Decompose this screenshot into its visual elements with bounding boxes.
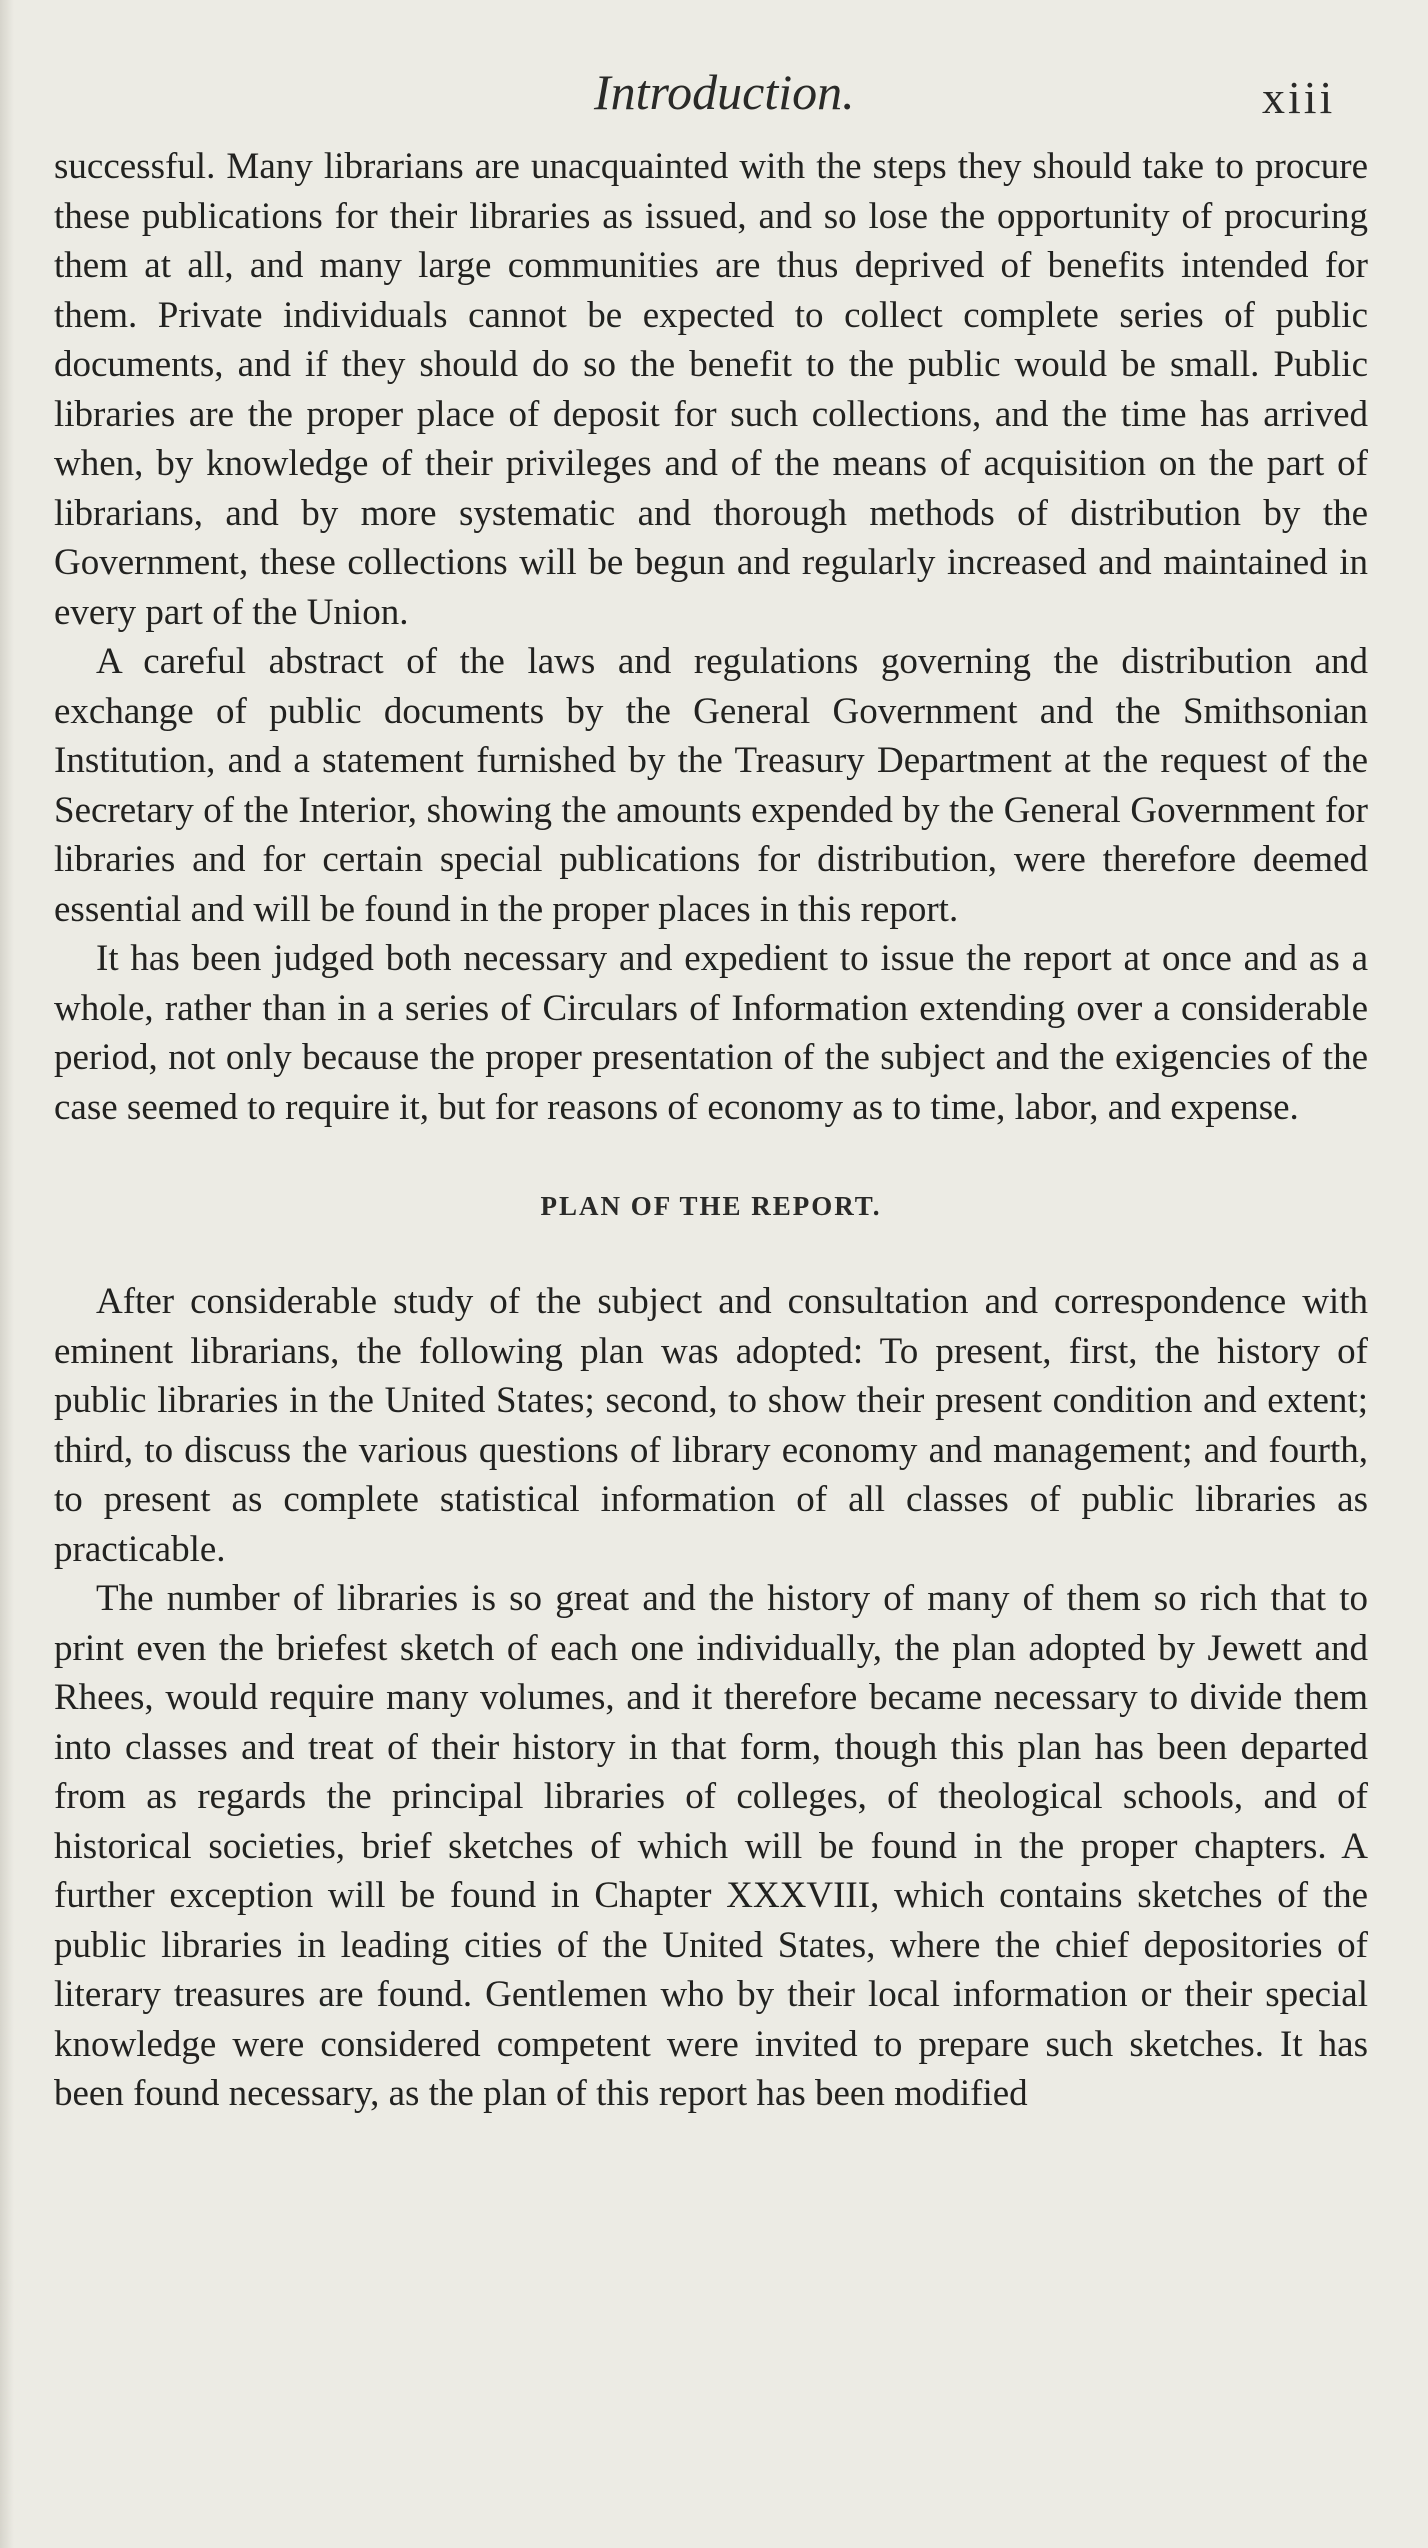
paragraph-abstract-of-laws: A careful abstract of the laws and regulations governing the distribution and exchange of public documents by the General Government and the Smithsonian Institution, and a statement furnished by the Treasury Department at the request of the Secretary of the Interior, showing the amounts expended by the General Government for libraries and for certain special publications for distribution, were therefore deemed essential and will be found in the proper places in this report. xyxy=(54,641,1368,930)
page-number: xiii xyxy=(1262,72,1336,123)
body-text xyxy=(54,142,1368,2119)
paragraph-issue-as-whole: It has been judged both necessary and expedient to issue the report at once and as a whole, rather than in a series of Circulars of Information extending over a considerable period, not only because the proper presentation of the subject and the exigencies of the case seemed to require it, but for reasons of economy as to time, labor, and expense. xyxy=(54,938,1368,1128)
running-head xyxy=(0,62,1428,132)
running-title: Introduction. xyxy=(594,64,855,120)
paragraph-plan-adopted: After considerable study of the subject and consultation and correspondence with eminent librarians, the following plan was adopted: To present, first, the history of public libraries in the United States; second, to show their present condition and extent; third, to discuss the various questions of library economy and management; and fourth, to present as complete statistical information of all classes of public libraries as practicable. xyxy=(54,1281,1368,1570)
section-heading: PLAN OF THE REPORT. xyxy=(540,1191,882,1221)
paragraph-number-of-libraries: The number of libraries is so great and the history of many of them so rich that to print even the briefest sketch of each one individually, the plan adopted by Jewett and Rhees, would require many volumes, and it therefore became necessary to divide them into classes and treat of their history in that form, though this plan has been departed from as regards the principal libraries of colleges, of theological schools, and of historical societies, brief sketches of which will be found in the proper chapters. A further exception will be found in Chapter XXXVIII, which contains sketches of the public libraries in leading cities of the United States, where the chief depositories of literary treasures are found. Gentlemen who by their local information or their special knowledge were considered competent were invited to prepare such sketches. It has been found necessary, as the plan of this report has been modified xyxy=(54,1578,1368,2114)
page-gutter-shadow xyxy=(0,0,14,2548)
paragraph-continued: successful. Many librarians are unacquainted with the steps they should take to procure these publications for their libraries as issued, and so lose the opportunity of procuring them at all, and many large communities are thus deprived of benefits intended for them. Private individuals cannot be expected to collect complete series of public documents, and if they should do so the benefit to the public would be small. Public libraries are the proper place of deposit for such collections, and the time has arrived when, by knowledge of their privileges and of the means of acquisition on the part of librarians, and by more systematic and thorough methods of distribution by the Government, these collections will be begun and regularly increased and maintained in every part of the Union. xyxy=(54,146,1368,633)
